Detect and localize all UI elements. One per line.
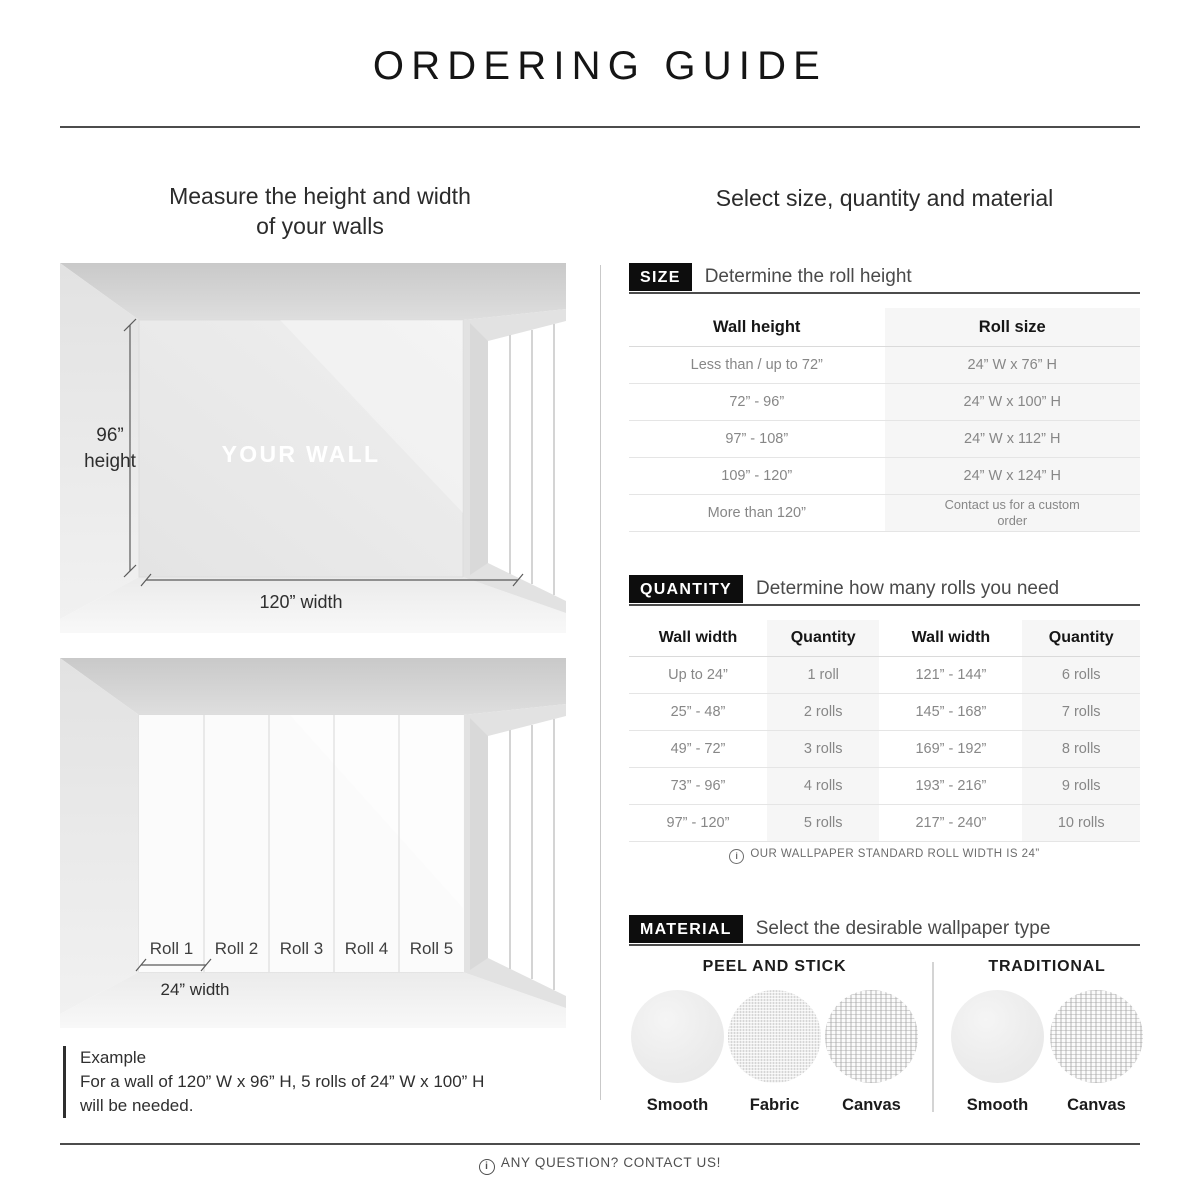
material-group-peel-and-stick bbox=[629, 958, 920, 1115]
quantity-cell: 1 roll bbox=[767, 657, 879, 693]
material-badge: MATERIAL bbox=[629, 915, 743, 943]
material-options bbox=[629, 990, 920, 1115]
quantity-badge: QUANTITY bbox=[629, 575, 743, 603]
material-options bbox=[949, 990, 1145, 1115]
wall-width-label: 120” width bbox=[259, 592, 343, 612]
example-title: Example bbox=[80, 1048, 147, 1067]
wall-width-cell: 169” - 192” bbox=[915, 741, 987, 757]
material-option-label: Fabric bbox=[749, 1096, 800, 1114]
quantity-col-header: Quantity bbox=[767, 620, 879, 656]
quantity-cell: 2 rolls bbox=[767, 694, 879, 730]
your-wall-label: YOUR WALL bbox=[221, 441, 381, 467]
left-column-heading bbox=[60, 181, 580, 242]
roll-size-value: 24” W x 124” H bbox=[963, 467, 1061, 484]
quantity-table-row bbox=[629, 731, 1140, 768]
roll-size-cell bbox=[885, 421, 1141, 457]
canvas-texture-swatch bbox=[1050, 990, 1143, 1083]
quantity-table-row bbox=[629, 768, 1140, 805]
info-icon: i bbox=[729, 849, 744, 864]
quantity-subtitle: Determine how many rolls you need bbox=[756, 578, 1060, 599]
quantity-cell: 3 rolls bbox=[767, 731, 879, 767]
size-section-header bbox=[629, 262, 1140, 294]
wall-height-cell: 72” - 96” bbox=[729, 394, 785, 410]
wall-width-cell: 49” - 72” bbox=[670, 741, 726, 757]
size-table-row bbox=[629, 347, 1140, 384]
wall-width-cell: 145” - 168” bbox=[915, 704, 987, 720]
roll-size-cell bbox=[885, 458, 1141, 494]
title-divider bbox=[60, 126, 1140, 128]
wall-height-value: 96” bbox=[96, 425, 124, 446]
room-rolls-illustration bbox=[60, 658, 566, 1028]
right-column-heading: Select size, quantity and material bbox=[715, 185, 1054, 211]
material-option-smooth bbox=[949, 990, 1046, 1115]
quantity-col-header: Quantity bbox=[1022, 620, 1140, 656]
smooth-texture-swatch bbox=[631, 990, 724, 1083]
quantity-table-row bbox=[629, 657, 1140, 694]
size-table-header-row bbox=[629, 308, 1140, 347]
material-option-label: Smooth bbox=[646, 1096, 709, 1114]
quantity-table-row bbox=[629, 805, 1140, 842]
column-divider bbox=[600, 265, 601, 1100]
roll-width-note-text: OUR WALLPAPER STANDARD ROLL WIDTH IS 24” bbox=[750, 848, 1040, 860]
size-table-row bbox=[629, 495, 1140, 532]
quantity-cell: 4 rolls bbox=[767, 768, 879, 804]
material-group-title: TRADITIONAL bbox=[988, 958, 1106, 975]
material-option-label: Smooth bbox=[966, 1096, 1029, 1114]
material-option-label: Canvas bbox=[842, 1096, 901, 1114]
quantity-section-header bbox=[629, 574, 1140, 606]
material-section-header bbox=[629, 914, 1140, 946]
material-option-label: Canvas bbox=[1067, 1096, 1126, 1114]
wall-width-cell: Up to 24” bbox=[668, 667, 728, 683]
size-table-row bbox=[629, 384, 1140, 421]
wall-width-cell: 73” - 96” bbox=[670, 778, 726, 794]
size-col1-header: Wall height bbox=[713, 317, 801, 336]
material-option-smooth bbox=[629, 990, 726, 1115]
wall-width-cell: 121” - 144” bbox=[915, 667, 987, 683]
material-option-canvas bbox=[823, 990, 920, 1115]
material-options-row bbox=[629, 958, 1140, 1115]
roll-size-cell bbox=[885, 495, 1141, 531]
material-group-title: PEEL AND STICK bbox=[702, 958, 847, 975]
size-table bbox=[629, 308, 1140, 532]
example-line1: For a wall of 120” W x 96” H, 5 rolls of 24” W x 100” H bbox=[80, 1072, 485, 1092]
footer-note-text: ANY QUESTION? CONTACT US! bbox=[500, 1155, 722, 1170]
roll-label: Roll 2 bbox=[214, 939, 259, 958]
quantity-cell: 8 rolls bbox=[1022, 731, 1140, 767]
left-heading-line1: Measure the height and width bbox=[169, 183, 471, 209]
smooth-texture-swatch bbox=[951, 990, 1044, 1083]
roll-size-value: Contact us for a custom order bbox=[944, 497, 1080, 528]
material-option-fabric bbox=[726, 990, 823, 1115]
roll-size-value: 24” W x 76” H bbox=[967, 356, 1057, 373]
roll-size-cell bbox=[885, 384, 1141, 420]
quantity-cell: 6 rolls bbox=[1022, 657, 1140, 693]
footer-divider bbox=[60, 1143, 1140, 1145]
roll-label: Roll 1 bbox=[149, 939, 194, 958]
material-subtitle: Select the desirable wallpaper type bbox=[755, 918, 1051, 939]
roll-label: Roll 3 bbox=[279, 939, 324, 958]
quantity-cell: 5 rolls bbox=[767, 805, 879, 841]
roll-size-value: 24” W x 100” H bbox=[963, 393, 1061, 410]
roll-labels-row bbox=[139, 939, 464, 959]
fabric-texture-swatch bbox=[728, 990, 821, 1083]
wall-height-cell: Less than / up to 72” bbox=[690, 357, 823, 373]
material-option-canvas bbox=[1048, 990, 1145, 1115]
roll-size-value: 24” W x 112” H bbox=[964, 430, 1061, 447]
footer-note bbox=[0, 1155, 1200, 1175]
wall-height-cell: 97” - 108” bbox=[725, 431, 789, 447]
quantity-col-header: Wall width bbox=[658, 629, 738, 646]
roll-label: Roll 4 bbox=[344, 939, 389, 958]
roll-label: Roll 5 bbox=[409, 939, 454, 958]
size-badge: SIZE bbox=[629, 263, 692, 291]
size-col2-header: Roll size bbox=[885, 308, 1141, 346]
wall-width-cell: 97” - 120” bbox=[666, 815, 730, 831]
left-heading-line2: of your walls bbox=[256, 213, 384, 240]
room-measure-illustration bbox=[60, 263, 566, 633]
wall-width-cell: 25” - 48” bbox=[670, 704, 726, 720]
wall-width-cell: 217” - 240” bbox=[915, 815, 987, 831]
quantity-cell: 10 rolls bbox=[1022, 805, 1140, 841]
material-group-divider bbox=[932, 962, 934, 1112]
page-title: ORDERING GUIDE bbox=[372, 44, 828, 88]
material-group-traditional bbox=[949, 958, 1145, 1115]
wall-width-cell: 193” - 216” bbox=[915, 778, 987, 794]
size-subtitle: Determine the roll height bbox=[704, 266, 912, 287]
example-line2: will be needed. bbox=[80, 1096, 194, 1116]
example-block bbox=[63, 1046, 600, 1118]
quantity-table-header-row bbox=[629, 620, 1140, 657]
wall-height-word: height bbox=[84, 450, 136, 472]
size-table-row bbox=[629, 421, 1140, 458]
quantity-cell: 7 rolls bbox=[1022, 694, 1140, 730]
quantity-table bbox=[629, 620, 1140, 842]
room-3d-drawing-rolls bbox=[60, 658, 566, 1028]
roll-size-cell bbox=[885, 347, 1141, 383]
info-icon: i bbox=[479, 1159, 495, 1175]
quantity-col-header: Wall width bbox=[911, 629, 991, 646]
wall-height-cell: 109” - 120” bbox=[721, 468, 793, 484]
canvas-texture-swatch bbox=[825, 990, 918, 1083]
quantity-cell: 9 rolls bbox=[1022, 768, 1140, 804]
roll-panels bbox=[139, 715, 464, 972]
wall-height-cell: More than 120” bbox=[707, 505, 806, 521]
roll-width-note bbox=[629, 848, 1140, 864]
roll-width-label: 24” width bbox=[160, 980, 230, 999]
size-table-row bbox=[629, 458, 1140, 495]
quantity-table-row bbox=[629, 694, 1140, 731]
